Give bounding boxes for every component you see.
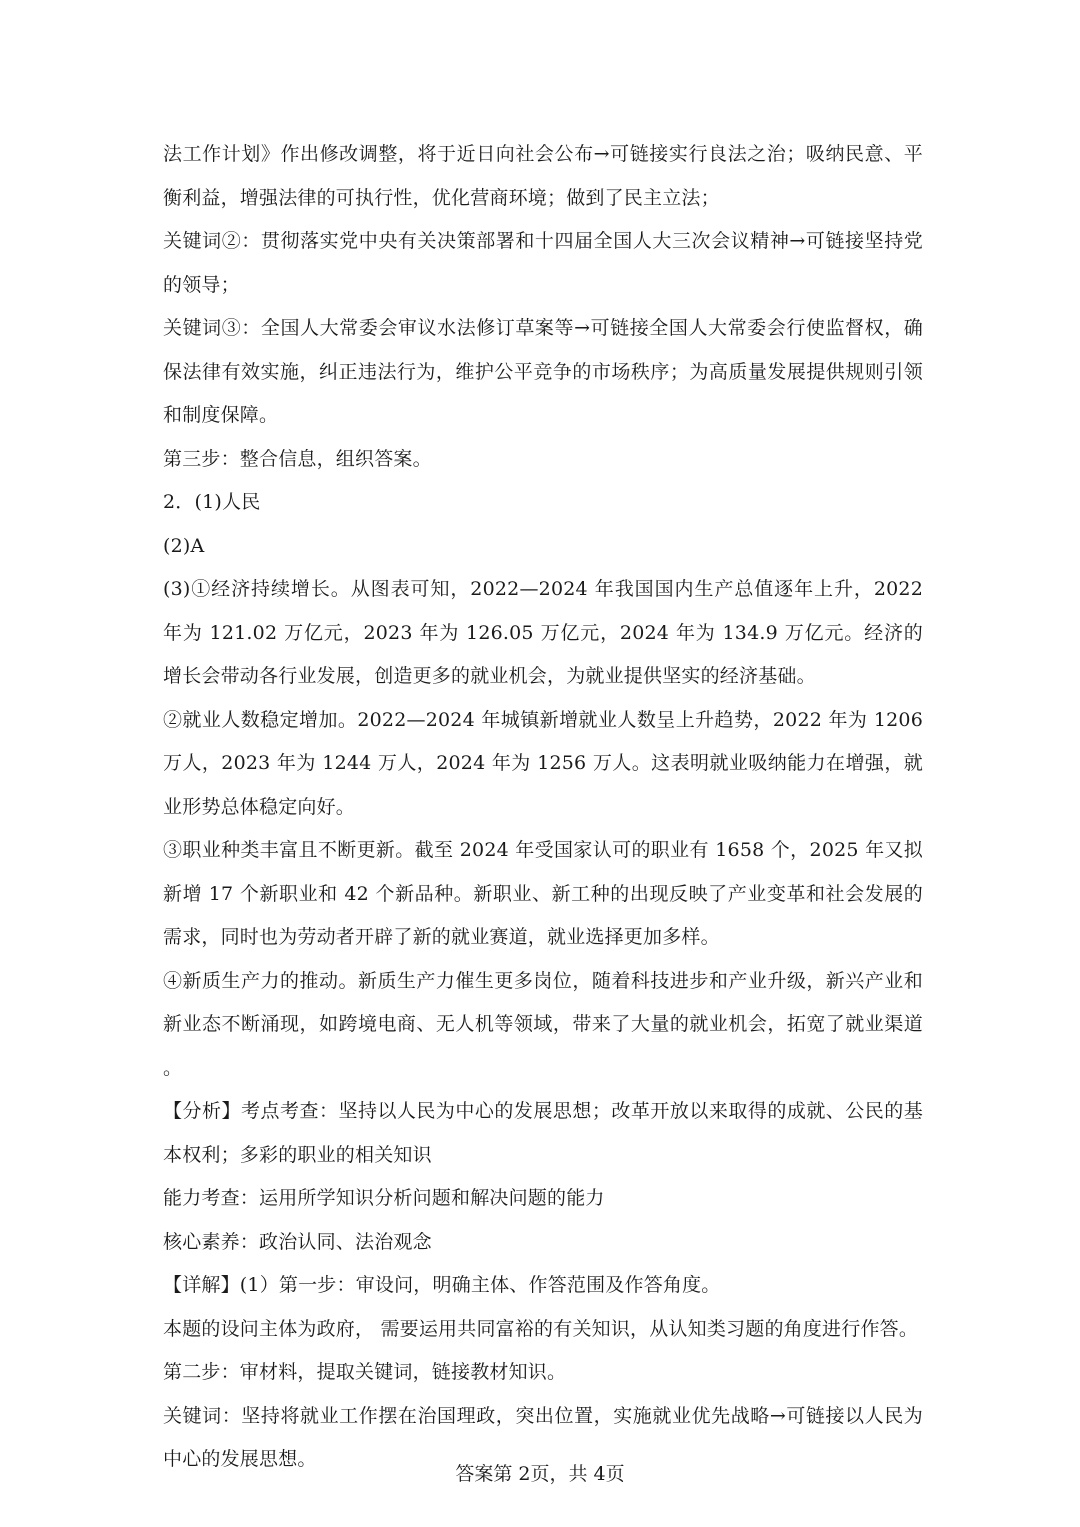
- paragraph-step-3: 第三步：整合信息，组织答案。: [163, 447, 432, 470]
- detail-step-1: 【详解】(1）第一步：审设问，明确主体、作答范围及作答角度。: [163, 1274, 721, 1296]
- analysis-core-literacy: 核心素养：政治认同、法治观念: [163, 1230, 432, 1253]
- answer-2-part-1: 2．(1)人民: [163, 491, 261, 513]
- page-footer: 答案第 2页，共 4页: [455, 1463, 625, 1485]
- analysis-ability: 能力考查：运用所学知识分析问题和解决问题的能力: [163, 1187, 605, 1209]
- answer-2-part-3-point-2: ②就业人数稳定增加。2022—2024 年城镇新增就业人数呈上升趋势，2022 年为 1206 万人，2023 年为 1244 万人，2024 年为 1256 万人。这表明就业吸纳能力在增强，就业形势总体稳定向好。: [163, 708, 923, 818]
- answer-2-part-2: (2)A: [163, 534, 205, 557]
- paragraph-law-plan-continued: 法工作计划》作出修改调整，将于近日向社会公布→可链接实行良法之治；吸纳民意、平衡利益，增强法律的可执行性，优化营商环境；做到了民主立法；: [163, 143, 923, 209]
- detail-subject: 本题的设问主体为政府， 需要运用共同富裕的有关知识，从认知类习题的角度进行作答。: [163, 1317, 919, 1340]
- paragraph-keyword-2: 关键词②：贯彻落实党中央有关决策部署和十四届全国人大三次会议精神→可链接坚持党的领导；: [163, 230, 923, 296]
- page-body: [163, 133, 923, 1482]
- answer-2-part-3-point-3: ③职业种类丰富且不断更新。截至 2024 年受国家认可的职业有 1658 个，2025 年又拟新增 17 个新职业和 42 个新品种。新职业、新工种的出现反映了产业变革和社会发展的需求，同时也为劳动者开辟了新的就业赛道，就业选择更加多样。: [163, 839, 923, 948]
- detail-step-2: 第二步：审材料，提取关键词，链接教材知识。: [163, 1361, 567, 1383]
- answer-2-part-3-point-1: (3)①经济持续增长。从图表可知，2022—2024 年我国国内生产总值逐年上升，2022 年为 121.02 万亿元，2023 年为 126.05 万亿元，2024 年为 134.9 万亿元。经济的增长会带动各行业发展，创造更多的就业机会，为就业提供坚实的经济基础。: [163, 578, 923, 687]
- paragraph-keyword-3: 关键词③：全国人大常委会审议水法修订草案等→可链接全国人大常委会行使监督权，确保法律有效实施，纠正违法行为，维护公平竞争的市场秩序；为高质量发展提供规则引领和制度保障。: [163, 317, 923, 426]
- detail-keyword: 关键词：坚持将就业工作摆在治国理政，突出位置，实施就业优先战略→可链接以人民为中心的发展思想。: [163, 1404, 923, 1470]
- answer-2-part-3-point-4: ④新质生产力的推动。新质生产力催生更多岗位，随着科技进步和产业升级，新兴产业和新业态不断涌现，如跨境电商、无人机等领域，带来了大量的就业机会，拓宽了就业渠道 。: [163, 969, 923, 1079]
- analysis-exam-points: 【分析】考点考查：坚持以人民为中心的发展思想；改革开放以来取得的成就、公民的基本权利；多彩的职业的相关知识: [163, 1100, 923, 1166]
